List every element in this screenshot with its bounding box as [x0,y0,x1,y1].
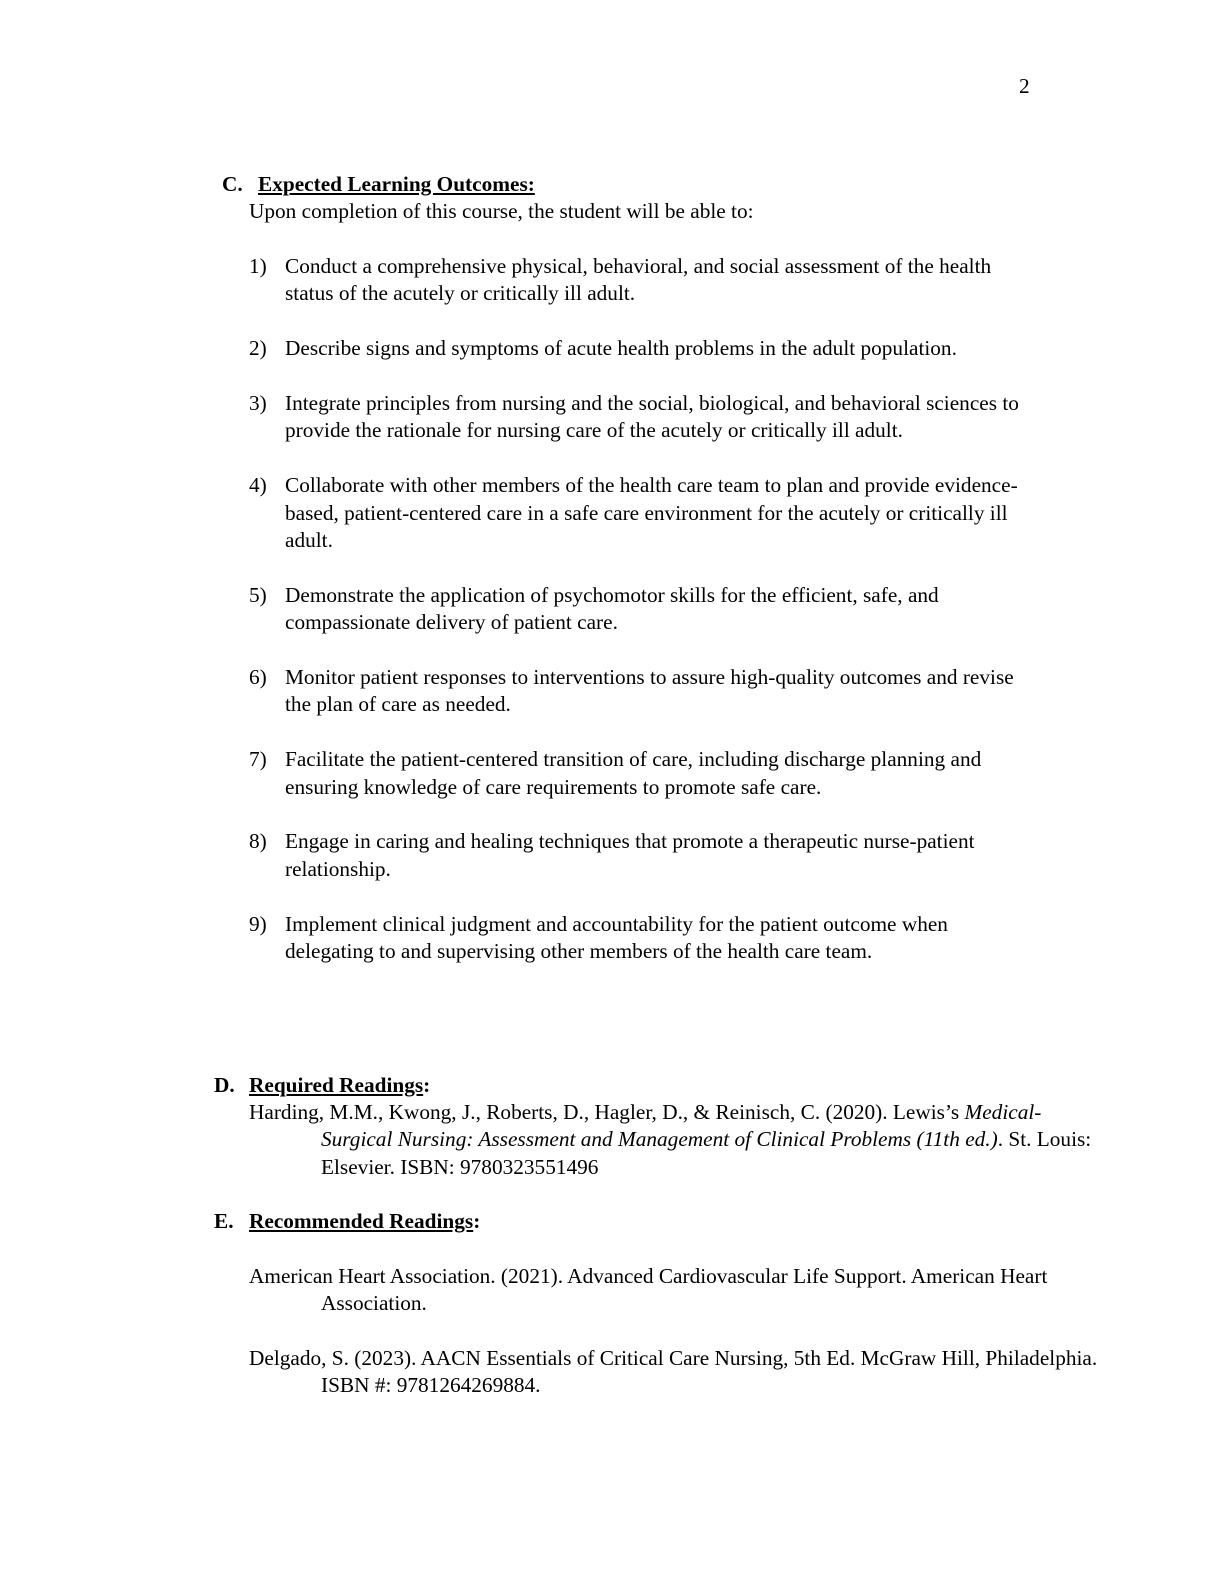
outcome-number: 6) [249,665,267,690]
outcome-number: 7) [249,747,267,772]
reference-authors: Harding, M.M., Kwong, J., Roberts, D., Hagler, D., & Reinisch, C. (2020). Lewis’s [249,1100,965,1124]
section-c-title: Expected Learning Outcomes: [258,172,535,196]
outcome-number: 4) [249,473,267,498]
outcome-text: Describe signs and symptoms of acute health problems in the adult population. [285,336,957,361]
section-d-letter: D. [214,1073,235,1097]
section-c-letter: C. [222,172,243,196]
section-c-heading [222,171,535,198]
outcome-item [249,582,1049,637]
outcome-number: 2) [249,336,267,361]
reference-publisher: . St. Louis: Elsevier. ISBN: 9780323551496 [321,1127,1092,1179]
outcome-text: Monitor patient responses to interventions to assure high-quality outcomes and revise the plan of care as needed. [285,665,1014,717]
outcome-text: Implement clinical judgment and accountability for the patient outcome when delegating to and supervising other members of the health care team. [285,911,948,964]
required-reading-reference [249,1099,1101,1181]
outcome-number: 1) [249,254,267,278]
outcome-number: 8) [249,829,267,854]
outcome-text: Integrate principles from nursing and the social, biological, and behavioral sciences to provide the rationale for nursing care of the acutely or critically ill adult. [285,391,1019,443]
section-c-intro: Upon completion of this course, the student will be able to: [249,199,754,223]
section-d-colon: : [423,1073,431,1097]
section-e-colon: : [473,1209,481,1233]
outcome-text: Collaborate with other members of the health care team to plan and provide evidence-based, patient-centered care in a safe care environment for the acutely or critically ill adult. [285,473,1018,553]
outcome-text: Conduct a comprehensive physical, behavioral, and social assessment of the health status of the acutely or critically ill adult. [285,254,992,306]
section-e-title: Recommended Readings [249,1209,474,1233]
outcome-item [249,335,1049,362]
outcome-number: 5) [249,582,267,607]
outcome-item [249,390,1049,445]
reference-title: Medical-Surgical Nursing: Assessment and Management of Clinical Problems (11th ed.) [321,1100,1042,1152]
page-number: 2 [1019,74,1030,98]
outcome-item [249,911,1049,966]
recommended-reading-reference: Delgado, S. (2023). AACN Essentials of Critical Care Nursing, 5th Ed. McGraw Hill, Philadelphia. ISBN #: 9781264269884. [249,1346,1098,1398]
outcome-item [249,253,1049,308]
outcome-number: 9) [249,911,267,936]
outcome-item [249,664,1049,719]
section-e-heading [214,1208,480,1235]
outcome-item [249,828,1049,883]
outcome-text: Demonstrate the application of psychomotor skills for the efficient, safe, and compassionate delivery of patient care. [285,582,939,635]
section-d-title: Required Readings [249,1073,424,1097]
section-e-letter: E. [214,1209,234,1233]
outcome-number: 3) [249,391,267,415]
section-d-heading [214,1072,430,1099]
recommended-reading-reference: American Heart Association. (2021). Advanced Cardiovascular Life Support. American Heart Association. [249,1264,1048,1316]
outcome-item [249,472,1049,554]
outcome-text: Facilitate the patient-centered transition of care, including discharge planning and ensuring knowledge of care requirements to promote safe care. [285,747,982,799]
outcome-item [249,746,1049,801]
learning-outcomes-list [249,253,1049,993]
outcome-text: Engage in caring and healing techniques that promote a therapeutic nurse-patient relationship. [285,829,975,881]
